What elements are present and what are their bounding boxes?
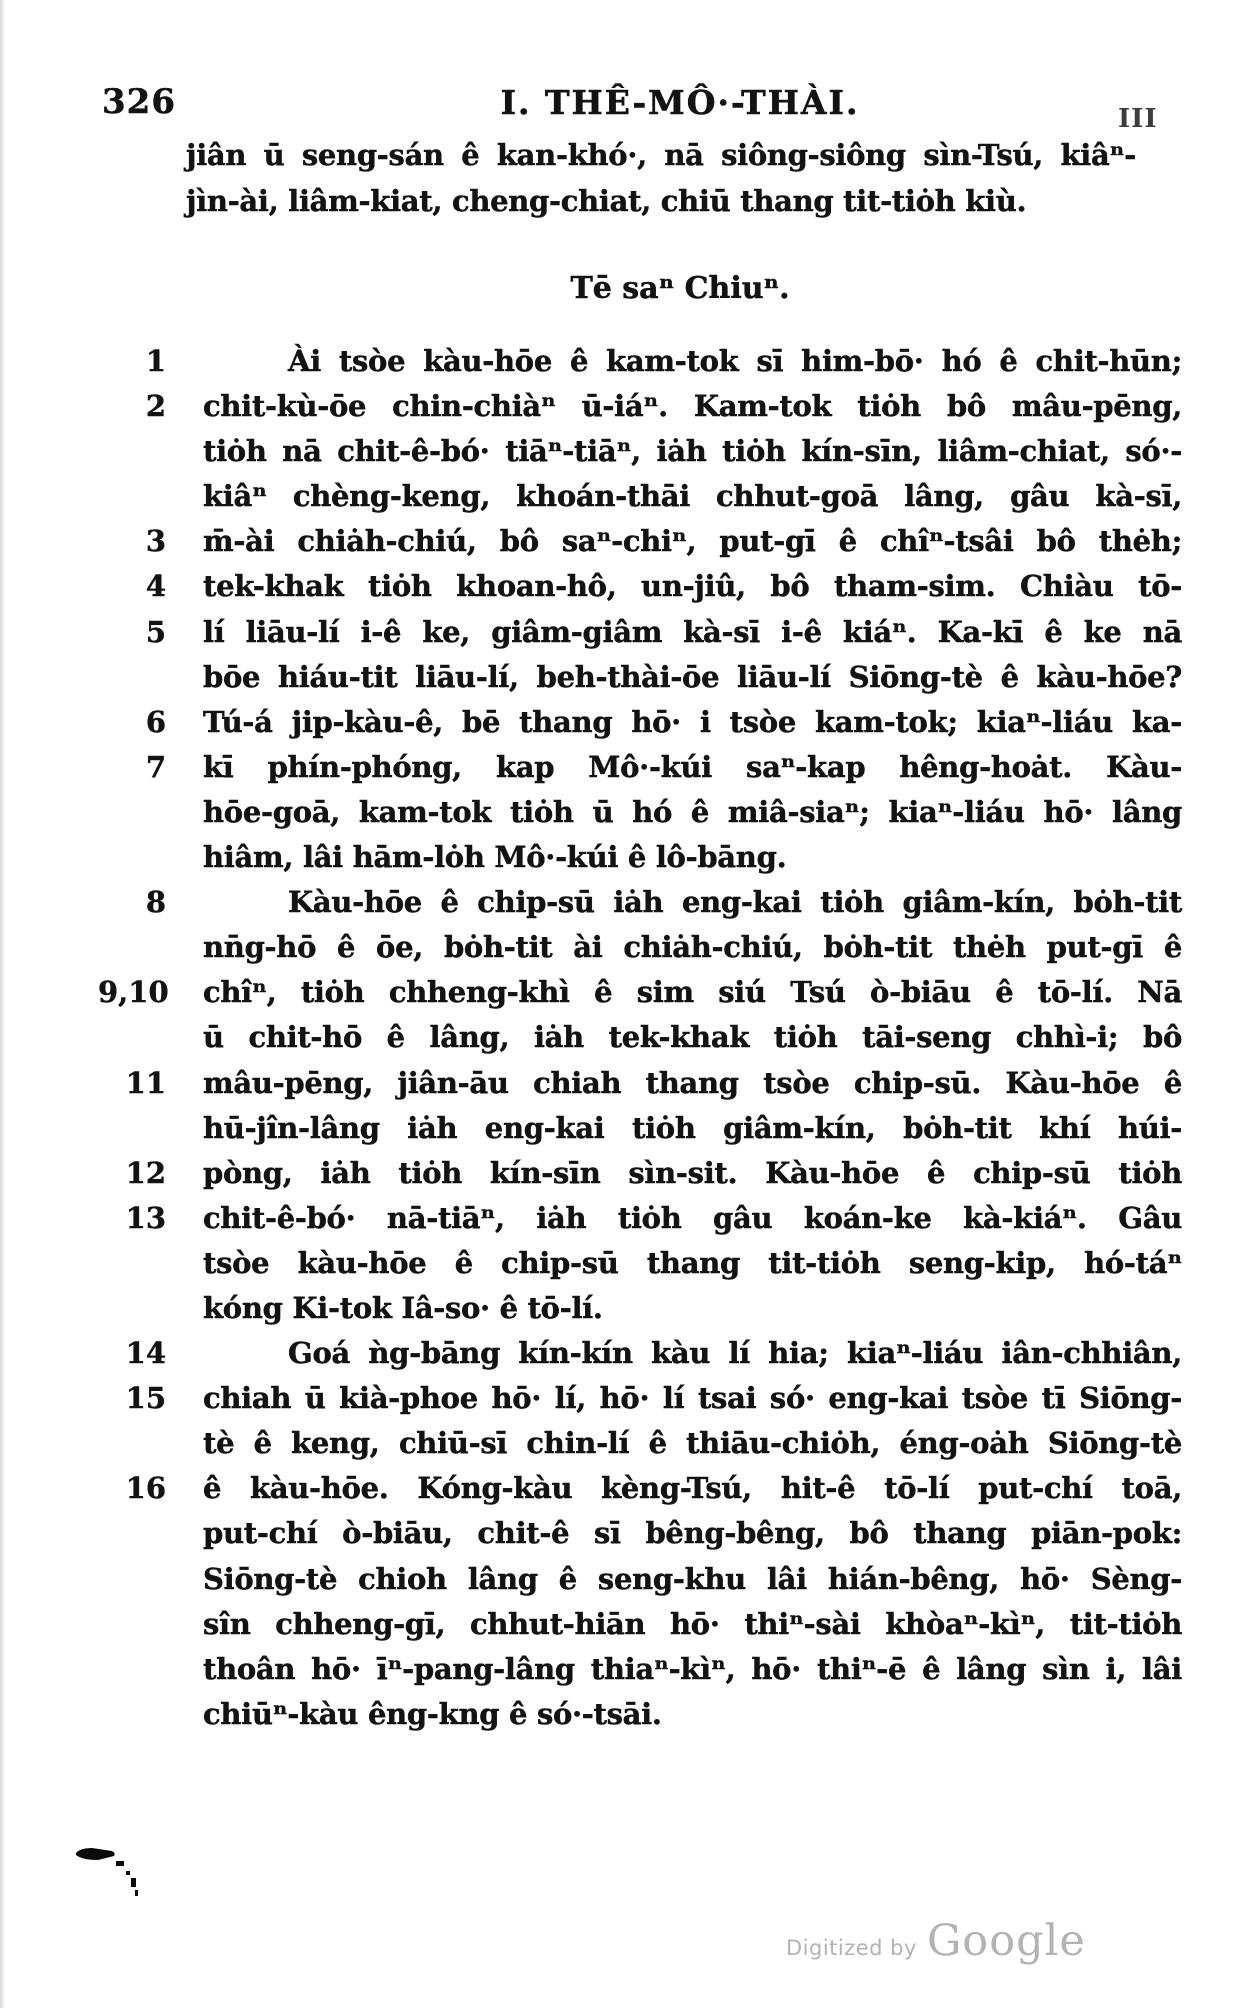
verse-line (98, 655, 1182, 700)
chapter-corner-mark: III (1118, 104, 1158, 134)
verse-line (98, 339, 1182, 384)
verse-number: 2 (145, 389, 166, 424)
verse-line (98, 429, 1182, 474)
verse-text: mâu-pēng, jiân-āu chiah thang tsòe chip-sū. Kàu-hōe ê (203, 1065, 1182, 1100)
verse-number: 8 (145, 885, 166, 920)
verse-text: tiȯh nā chit-ê-bó· tiāⁿ-tiāⁿ, iȧh tiȯh kín-sīn, liâm-chiat, só·- (203, 434, 1182, 469)
verse-line (98, 835, 1182, 880)
verse-text: Ài tsòe kàu-hōe ê kam-tok sī him-bō· hó ê chit-hūn; (288, 344, 1182, 378)
verse-line (98, 1061, 1182, 1106)
verse-text: thoân hō· īⁿ-pang-lâng thiaⁿ-kìⁿ, hō· thiⁿ-ē ê lâng sìn i, lâi (203, 1651, 1182, 1686)
verse-line (98, 384, 1182, 429)
verse-text: kiâⁿ chèng-keng, khoán-thāi chhut-goā lâng, gâu kà-sī, (203, 479, 1182, 514)
verse-line (98, 1692, 1182, 1737)
verse-text: sîn chheng-gī, chhut-hiān hō· thiⁿ-sài khòaⁿ-kìⁿ, tit-tiȯh (203, 1606, 1182, 1641)
verse-line (98, 1286, 1182, 1331)
verse-number: 5 (145, 614, 166, 649)
ink-blot-mark (74, 1844, 144, 1900)
scan-edge-shadow (0, 0, 5, 2008)
verse-number: 3 (145, 524, 166, 559)
verse-line (98, 880, 1182, 925)
verse-line (98, 1647, 1182, 1692)
verse-text: lí liāu-lí i-ê ke, giâm-giâm kà-sī i-ê kiáⁿ. Ka-kī ê ke nā (203, 614, 1182, 649)
verse-number: 7 (145, 749, 166, 784)
verse-line (98, 1151, 1182, 1196)
verse-text: nn̄g-hō ê ōe, bȯh-tit ài chiȧh-chiú, bȯh-tit thėh put-gī ê (203, 930, 1182, 965)
verse-text: Tú-á jip-kàu-ê, bē thang hō· i tsòe kam-tok; kiaⁿ-liáu ka- (203, 704, 1182, 739)
verse-line (98, 1376, 1182, 1421)
verse-number: 16 (125, 1471, 166, 1506)
verse-text: tè ê keng, chiū-sī chin-lí ê thiāu-chiȯh, éng-oȧh Siōng-tè (203, 1426, 1182, 1461)
verse-number: 1 (145, 344, 166, 378)
verse-text: chit-kù-ōe chin-chiàⁿ ū-iáⁿ. Kam-tok tiȯh bô mâu-pēng, (203, 389, 1182, 424)
verse-number: 14 (125, 1336, 166, 1371)
intro-line: jìn-ài, liâm-kiat, cheng-chiat, chiū thang tit-tiȯh kiù. (186, 184, 1027, 218)
verse-block (98, 339, 1182, 1737)
verse-text: Goá ǹg-bāng kín-kín kàu lí hia; kiaⁿ-liáu iân-chhiân, (288, 1336, 1182, 1371)
intro-paragraph (186, 132, 1136, 224)
verse-line (98, 700, 1182, 745)
verse-text: kī phín-phóng, kap Mô·-kúi saⁿ-kap hêng-hoȧt. Kàu- (203, 749, 1182, 784)
verse-line (98, 1196, 1182, 1241)
verse-text: chit-ê-bó· nā-tiāⁿ, iȧh tiȯh gâu koán-ke kà-kiáⁿ. Gâu (203, 1200, 1182, 1235)
verse-number: 6 (145, 704, 166, 739)
watermark-brand: Google (926, 1916, 1086, 1966)
verse-text: hōe-goā, kam-tok tiȯh ū hó ê miâ-siaⁿ; kiaⁿ-liáu hō· lâng (203, 794, 1182, 829)
verse-line (98, 1557, 1182, 1602)
verse-line (98, 1511, 1182, 1556)
verse-number: 15 (125, 1381, 166, 1416)
verse-text: chiah ū kià-phoe hō· lí, hō· lí tsai só· eng-kai tsòe tī Siōng- (203, 1381, 1182, 1416)
verse-line (98, 1466, 1182, 1511)
page-number: 326 (102, 82, 176, 122)
verse-line (98, 1602, 1182, 1647)
verse-line (98, 745, 1182, 790)
verse-text: bōe hiáu-tit liāu-lí, beh-thài-ōe liāu-lí Siōng-tè ê kàu-hōe? (203, 659, 1182, 694)
watermark (786, 1916, 1086, 1966)
verse-line (98, 610, 1182, 655)
verse-line (98, 1421, 1182, 1466)
verse-text: hiâm, lâi hām-lȯh Mô·-kúi ê lô-bāng. (203, 840, 787, 875)
verse-line (98, 970, 1182, 1015)
running-title: I. THÊ-MÔ·-THÀI. (500, 83, 860, 122)
watermark-text: Digitized by (786, 1936, 917, 1960)
verse-line (98, 1241, 1182, 1286)
verse-text: tek-khak tiȯh khoan-hô, un-jiû, bô tham-sim. Chiàu tō- (203, 569, 1182, 604)
verse-text: Kàu-hōe ê chip-sū iȧh eng-kai tiȯh giâm-kín, bȯh-tit (288, 885, 1182, 920)
intro-line: jiân ū seng-sán ê kan-khó·, nā siông-siông sìn-Tsú, kiâⁿ- (186, 138, 1136, 172)
verse-text: put-chí ò-biāu, chit-ê sī bêng-bêng, bô thang piān-pok: (203, 1516, 1182, 1551)
verse-number: 11 (125, 1065, 166, 1100)
verse-line (98, 474, 1182, 519)
verse-line (98, 564, 1182, 609)
verse-text: Siōng-tè chioh lâng ê seng-khu lâi hián-bêng, hō· Sèng- (203, 1561, 1182, 1596)
verse-number: 4 (145, 569, 166, 604)
verse-text: hū-jîn-lâng iȧh eng-kai tiȯh giâm-kín, bȯh-tit khí húi- (203, 1110, 1182, 1145)
verse-text: tsòe kàu-hōe ê chip-sū thang tit-tiȯh seng-kip, hó-táⁿ (203, 1245, 1182, 1280)
verse-text: chîⁿ, tiȯh chheng-khì ê sim siú Tsú ò-biāu ê tō-lí. Nā (203, 975, 1182, 1010)
verse-text: chiūⁿ-kàu êng-kng ê só·-tsāi. (203, 1696, 662, 1731)
verse-line (98, 1015, 1182, 1060)
verse-line (98, 925, 1182, 970)
verse-text: pòng, iȧh tiȯh kín-sīn sìn-sit. Kàu-hōe ê chip-sū tiȯh (203, 1155, 1182, 1190)
verse-number: 9,10 (98, 975, 169, 1010)
verse-text: kóng Ki-tok Iâ-so· ê tō-lí. (203, 1290, 603, 1325)
verse-line (98, 790, 1182, 835)
verse-number: 13 (125, 1200, 166, 1235)
section-heading: Tē saⁿ Chiuⁿ. (570, 271, 790, 306)
verse-line (98, 519, 1182, 564)
verse-text: ê kàu-hōe. Kóng-kàu kèng-Tsú, hit-ê tō-lí put-chí toā, (203, 1471, 1182, 1506)
verse-text: m̄-ài chiȧh-chiú, bô saⁿ-chiⁿ, put-gī ê chîⁿ-tsâi bô thėh; (203, 524, 1182, 559)
verse-line (98, 1331, 1182, 1376)
verse-number: 12 (125, 1155, 166, 1190)
verse-text: ū chit-hō ê lâng, iȧh tek-khak tiȯh tāi-seng chhì-i; bô (203, 1020, 1182, 1055)
verse-line (98, 1106, 1182, 1151)
